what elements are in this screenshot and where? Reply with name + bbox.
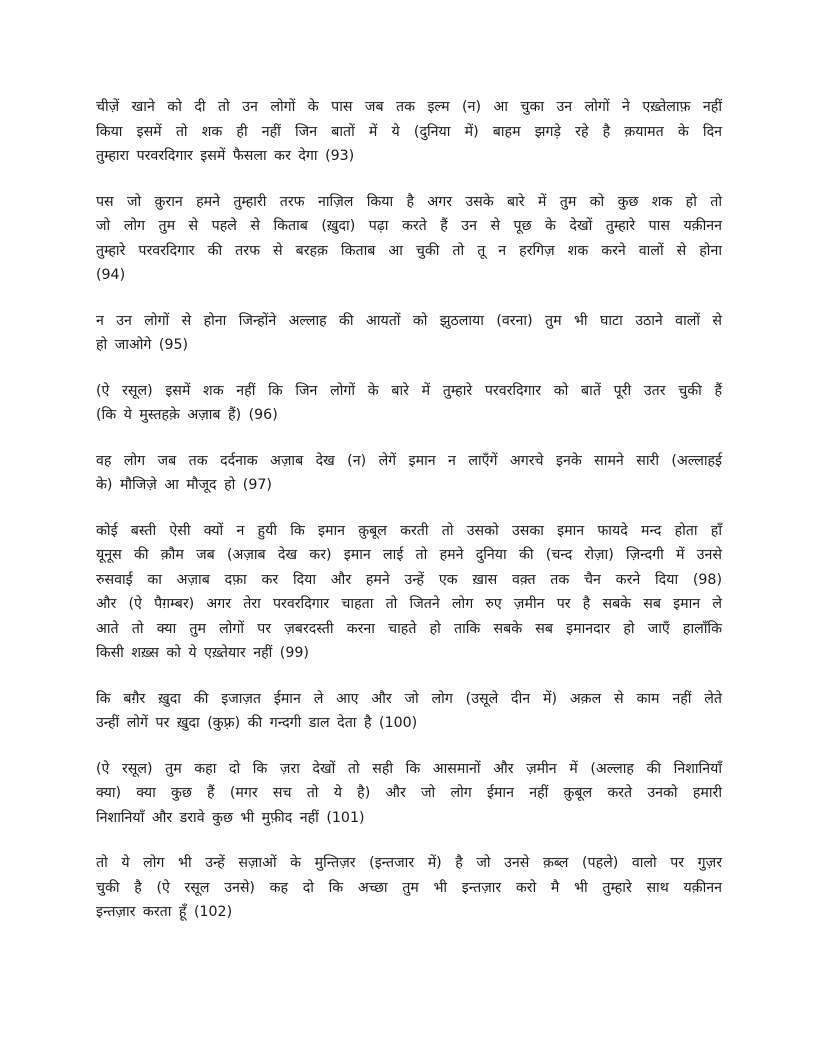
text-line: जो लोग तुम से पहले से किताब (ख़ुदा) पढ़ा करते हैं उन से पूछ के देखों तुम्हारे पास यक़ीनन [96, 218, 722, 234]
paragraph-96 [96, 379, 722, 428]
text-line: तुम्हारा परवरदिगार इसमें फैसला कर देगा (93) [96, 148, 355, 164]
text-line: हो जाओगे (95) [96, 337, 189, 353]
paragraph-98-99 [96, 519, 722, 666]
paragraph-95 [96, 309, 722, 358]
text-line: और (ऐ पैग़म्बर) अगर तेरा परवरदिगार चाहता तो जितने लोग रुए ज़मीन पर है सबके सब इमान ले [96, 596, 722, 612]
paragraph-94 [96, 190, 722, 288]
text-line: कि बग़ैर ख़ुदा की इजाज़त ईमान ले आए और जो लोग (उसूले दीन में) अक़ल से काम नहीं लेते [96, 690, 722, 707]
text-line: के) मौजिज़े आ मौजूद हो (97) [96, 477, 272, 493]
text-line: निशानियाँ और डरावे कुछ भी मुफ़ीद नहीं (101) [96, 809, 365, 826]
text-line: इन्तज़ार करता हूँ (102) [96, 904, 233, 920]
text-line: (कि ये मुस्तहक़े अज़ाब हैं) (96) [96, 407, 278, 423]
text-line: चुकी है (ऐ रसूल उनसे) कह दो कि अच्छा तुम भी इन्तज़ार करो मै भी तुम्हारे साथ यक़ीनन [96, 879, 722, 896]
paragraph-101 [96, 757, 722, 831]
text-line: तुम्हारे परवरदिगार की तरफ से बरहक़ किताब आ चुकी तो तू न हरगिज़ शक करने वालों से होना [96, 242, 722, 259]
text-line: किसी शख़्स को ये एख़्तेयार नहीं (99) [96, 645, 309, 661]
text-line: (ऐ रसूल) इसमें शक नहीं कि जिन लोगों के बारे में तुम्हारे परवरदिगार को बातें पूरी उतर चुकी हैं [96, 382, 722, 399]
text-line: वह लोग जब तक दर्दनाक अज़ाब देख (न) लेगें इमान न लाएँगें अगरचे इनके सामने सारी (अल्लाहई [96, 452, 722, 469]
text-line: रुसवाई का अज़ाब दफ़ा कर दिया और हमने उन्हें एक ख़ास वक़्त तक चैन करने दिया (98) [96, 571, 722, 588]
paragraph-102 [96, 851, 722, 925]
text-line: यूनूस की क़ौम जब (अज़ाब देख कर) इमान लाई तो हमने दुनिया की (चन्द रोज़ा) ज़िन्दगी में उनसे [96, 547, 722, 563]
paragraph-93 [96, 95, 722, 169]
paragraph-97 [96, 449, 722, 498]
text-line: न उन लोगों से होना जिन्होंने अल्लाह की आयतों को झुठलाया (वरना) तुम भी घाटा उठाने वालों से [96, 312, 722, 329]
text-line: आते तो क्या तुम लोगों पर ज़बरदस्ती करना चाहते हो ताकि सबके सब इमानदार हो जाएँ हालाँकि [96, 620, 722, 637]
text-line: चीज़ें खाने को दी तो उन लोगों के पास जब तक इल्म (न) आ चुका उन लोगों ने एख़्तेलाफ़ नहीं [96, 99, 722, 115]
paragraph-100 [96, 687, 722, 736]
document-body [96, 95, 722, 946]
text-line: क्या) क्या कुछ हैं (मगर सच तो ये है) और जो लोग ईमान नहीं क़ुबूल करते उनको हमारी [96, 785, 722, 801]
text-line: उन्हीं लोगें पर ख़ुदा (कुफ़्र) की गन्दगी डाल देता है (100) [96, 715, 418, 731]
text-line: कोई बस्ती ऐसी क्यों न हुयी कि इमान क़ुबूल करती तो उसको उसका इमान फायदे मन्द होता हाँ [96, 522, 722, 539]
text-line: किया इसमें तो शक ही नहीं जिन बातों में ये (दुनिया में) बाहम झगड़े रहे है क़यामत के दिन [96, 123, 722, 140]
text-line: पस जो क़ुरान हमने तुम्हारी तरफ नाज़िल किया है अगर उसके बारे में तुम को कुछ शक हो तो [96, 193, 722, 210]
text-line: (ऐ रसूल) तुम कहा दो कि ज़रा देखों तो सही कि आसमानों और ज़मीन में (अल्लाह की निशानियाँ [96, 760, 722, 777]
text-line: तो ये लोग भी उन्हें सज़ाओं के मुन्तिज़र (इन्तजार में) है जो उनसे क़ब्ल (पहले) वालो पर गुज़र [96, 855, 722, 871]
text-line: (94) [96, 267, 126, 283]
